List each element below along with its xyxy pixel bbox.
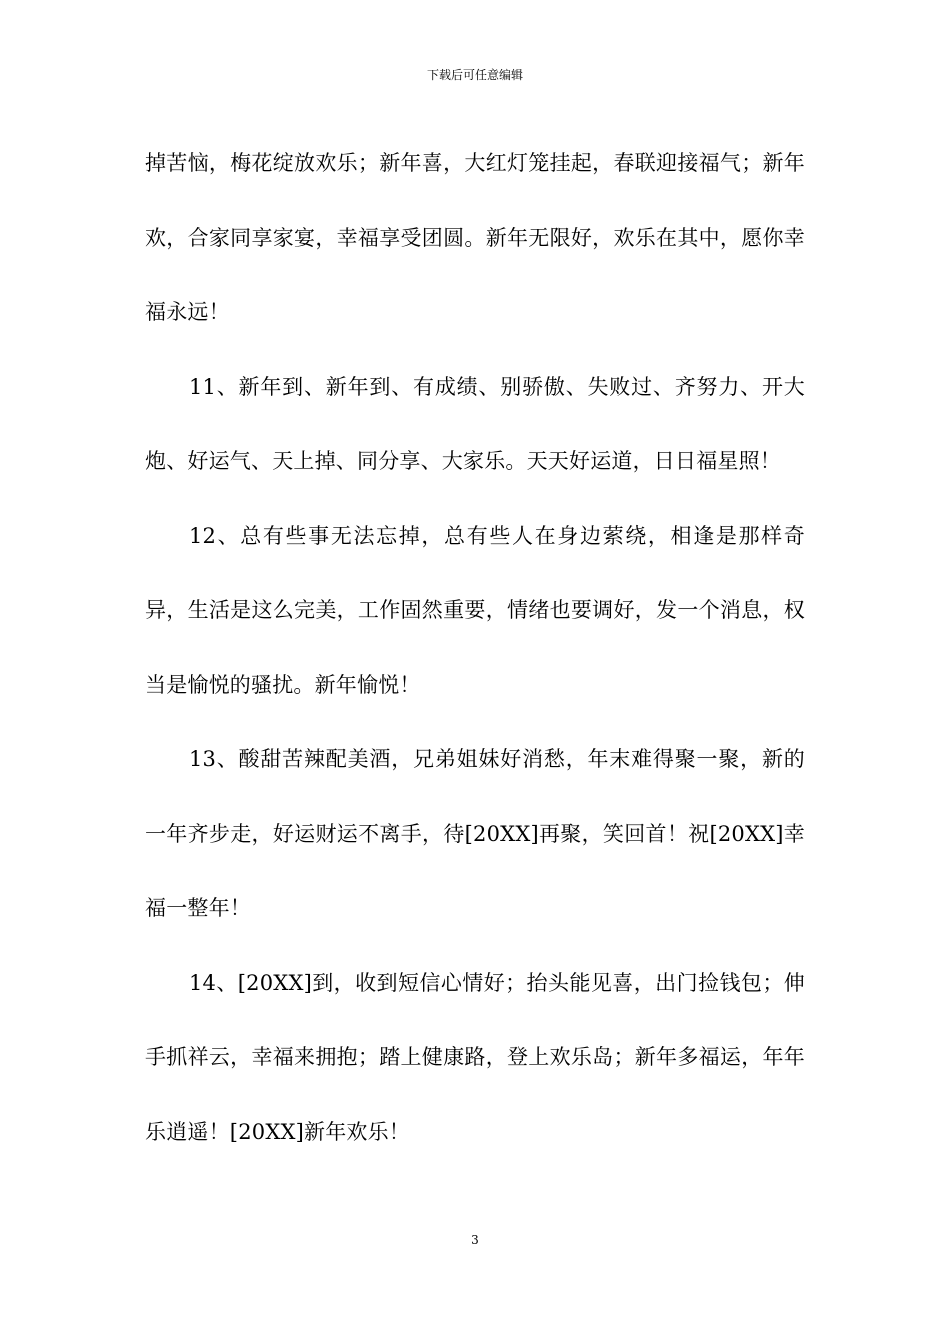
page-header: 下载后可任意编辑 xyxy=(426,68,523,82)
document-body xyxy=(145,126,805,1169)
paragraph-item-13: 13、酸甜苦辣配美酒，兄弟姐妹好消愁，年末难得聚一聚，新的一年齐步走，好运财运不离手，待[20XX]再聚，笑回首！祝[20XX]幸福一整年！ xyxy=(145,747,805,920)
paragraph-continuation: 掉苦恼，梅花绽放欢乐；新年喜，大红灯笼挂起，春联迎接福气；新年欢，合家同享家宴，幸福享受团圆。新年无限好，欢乐在其中，愿你幸福永远！ xyxy=(145,151,805,324)
page-number: 3 xyxy=(471,1233,479,1247)
paragraph-item-14: 14、[20XX]到，收到短信心情好；抬头能见喜，出门捡钱包；伸手抓祥云，幸福来拥抱；踏上健康路，登上欢乐岛；新年多福运，年年乐逍遥！[20XX]新年欢乐！ xyxy=(145,970,805,1144)
paragraph-item-12: 12、总有些事无法忘掉，总有些人在身边萦绕，相逢是那样奇异，生活是这么完美，工作固然重要，情绪也要调好，发一个消息，权当是愉悦的骚扰。新年愉悦！ xyxy=(145,523,805,697)
paragraph-item-11: 11、新年到、新年到、有成绩、别骄傲、失败过、齐努力、开大炮、好运气、天上掉、同分享、大家乐。天天好运道，日日福星照！ xyxy=(145,374,805,473)
